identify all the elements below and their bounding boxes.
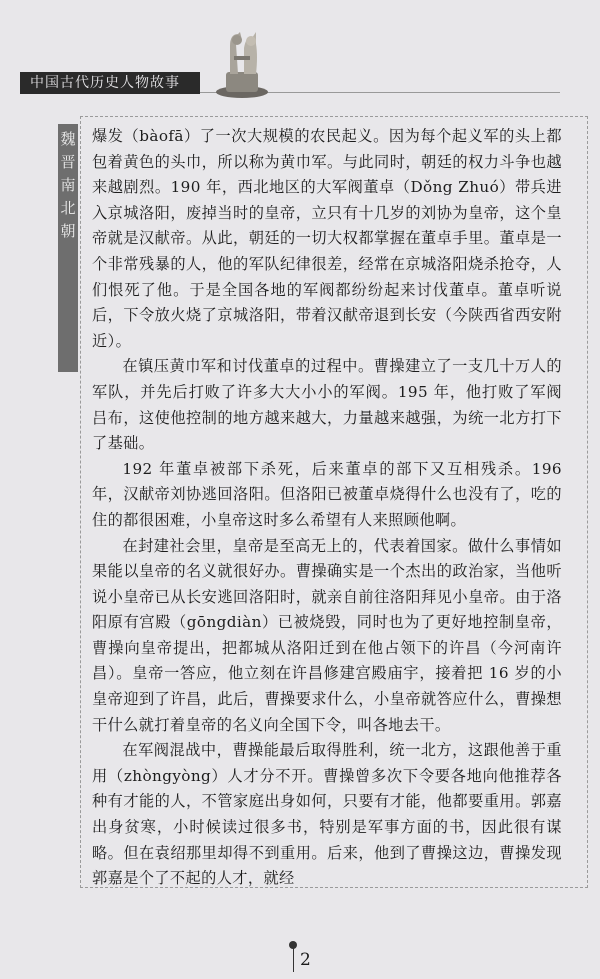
page-number: 2 xyxy=(300,950,311,970)
paragraph: 在军阀混战中，曹操能最后取得胜利，统一北方，这跟他善于重用（zhòngyòng）人才分不开。曹操曾多次下令要各地向他推荐各种有才能的人，不管家庭出身如何，只要有才能，他都要重用。郭嘉出身贫寒，小时候读过很多书，特别是军事方面的书，因此很有谋略。但在袁绍那里却得不到重用。后来，他到了曹操这边，曹操发现郭嘉是个了不起的人才，就经 xyxy=(92,741,562,888)
book-title: 中国古代历史人物故事 xyxy=(30,75,180,91)
chapter-char: 朝 xyxy=(60,222,76,240)
chapter-char: 魏 xyxy=(60,130,76,148)
chapter-char: 晋 xyxy=(60,153,76,171)
statue-illustration-icon xyxy=(212,26,272,100)
paragraph: 192 年董卓被部下杀死，后来董卓的部下又互相残杀。196 年，汉献帝刘协逃回洛阳。但洛阳已被董卓烧得什么也没有了，吃的住的都很困难，小皇帝这时多么希望有人来照顾他啊。 xyxy=(92,459,562,529)
chapter-char: 北 xyxy=(60,199,76,217)
chapter-char: 南 xyxy=(60,176,76,194)
paragraph: 在封建社会里，皇帝是至高无上的，代表着国家。做什么事情如果能以皇帝的名义就很好办。曹操确实是一个杰出的政治家，当他听说小皇帝已从长安逃回洛阳时，就亲自前往洛阳拜见小皇帝。由于洛阳原有宫殿（gōngdiàn）已被烧毁，同时也为了更好地控制皇帝，曹操向皇帝提出，把都城从洛阳迁到在他占领下的许昌（今河南许昌）。皇帝一答应，他立刻在许昌修建宫殿庙宇，接着把 16 岁的小皇帝迎到了许昌，此后，曹操要求什么，小皇帝就答应什么，曹操想干什么就打着皇帝的名义向全国下令，叫各地去干。 xyxy=(92,536,562,734)
chapter-side-label xyxy=(58,128,78,243)
footer-line xyxy=(293,946,294,972)
body-text xyxy=(92,124,562,892)
paragraph: 爆发（bàofā）了一次大规模的农民起义。因为每个起义军的头上都包着黄色的头巾，所以称为黄巾军。与此同时，朝廷的权力斗争也越来越剧烈。190 年，西北地区的大军阀董卓（Dǒng Zhuó）带兵进入京城洛阳，废掉当时的皇帝，立只有十几岁的刘协为皇帝，这个皇帝就是汉献帝。从此，朝廷的一切大权都掌握在董卓手里。董卓是一个非常残暴的人，他的军队纪律很差，经常在京城洛阳烧杀抢夺，人们恨死了他。于是全国各地的军阀都纷纷起来讨伐董卓。董卓听说后，下令放火烧了京城洛阳，带着汉献帝退到长安（今陕西省西安附近）。 xyxy=(92,127,562,350)
paragraph: 在镇压黄巾军和讨伐董卓的过程中。曹操建立了一支几十万人的军队，并先后打败了许多大大小小的军阀。195 年，他打败了军阀吕布，这使他控制的地方越来越大，力量越来越强，为统一北方打下了基础。 xyxy=(92,357,562,453)
